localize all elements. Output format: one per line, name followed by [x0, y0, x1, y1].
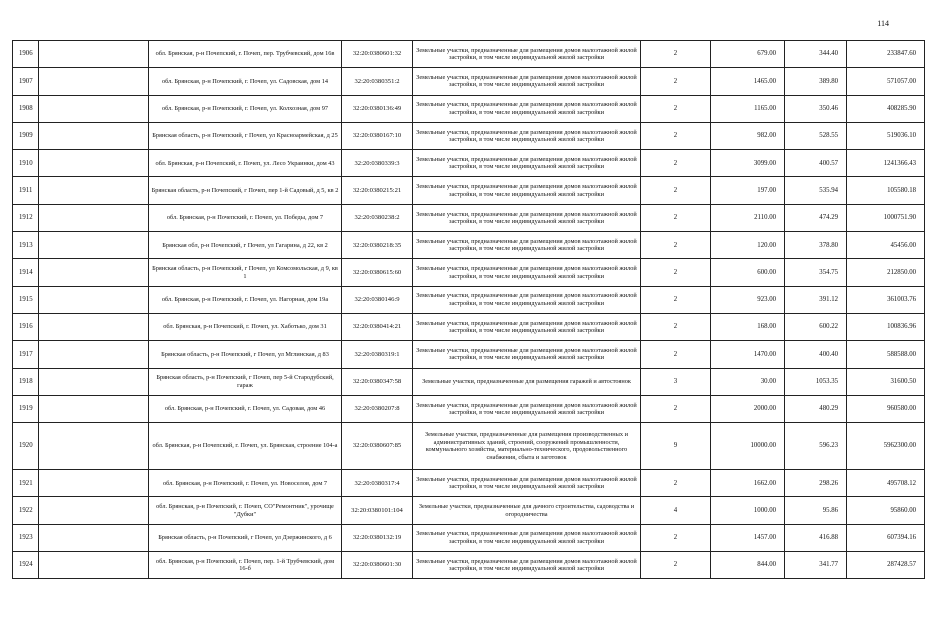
use-group-cell: 2	[641, 286, 711, 313]
row-number-cell: 1912	[13, 204, 39, 231]
blank-cell	[39, 232, 149, 259]
land-use-cell: Земельные участки, предназначенные для размещения производственных и административных зданий, строений, сооружений промышленности, коммунального хозяйства, материально-технического, продовольственного снабжения, сбыта и заготовок	[413, 423, 641, 470]
area-cell: 1662.00	[711, 470, 785, 497]
land-use-cell: Земельные участки, предназначенные для размещения домов малоэтажной жилой застройки, в том числе индивидуальной жилой застройки	[413, 313, 641, 340]
blank-cell	[39, 423, 149, 470]
row-number-cell: 1910	[13, 150, 39, 177]
cadastral-value-cell: 45456.00	[847, 232, 925, 259]
use-group-cell: 2	[641, 68, 711, 95]
area-cell: 679.00	[711, 41, 785, 68]
cadastral-value-table	[12, 40, 925, 579]
cadastral-number-cell: 32:20:0380351:2	[342, 68, 413, 95]
blank-cell	[39, 259, 149, 286]
blank-cell	[39, 341, 149, 368]
area-cell: 1000.00	[711, 497, 785, 524]
land-use-cell: Земельные участки, предназначенные для размещения домов малоэтажной жилой застройки, в том числе индивидуальной жилой застройки	[413, 552, 641, 579]
address-cell: обл. Брянская, р-н Почепский, г. Почеп, ул. Хаботько, дом 31	[149, 313, 342, 340]
blank-cell	[39, 552, 149, 579]
page-number: 114	[877, 19, 889, 28]
cadastral-value-cell: 31600.50	[847, 368, 925, 395]
row-number-cell: 1915	[13, 286, 39, 313]
land-use-cell: Земельные участки, предназначенные для размещения домов малоэтажной жилой застройки, в том числе индивидуальной жилой застройки	[413, 150, 641, 177]
table-body	[13, 41, 925, 579]
area-cell: 197.00	[711, 177, 785, 204]
use-group-cell: 2	[641, 177, 711, 204]
land-use-cell: Земельные участки, предназначенные для размещения домов малоэтажной жилой застройки, в том числе индивидуальной жилой застройки	[413, 95, 641, 122]
land-use-cell: Земельные участки, предназначенные для размещения домов малоэтажной жилой застройки, в том числе индивидуальной жилой застройки	[413, 286, 641, 313]
table-row	[13, 150, 925, 177]
row-number-cell: 1906	[13, 41, 39, 68]
area-cell: 600.00	[711, 259, 785, 286]
table-row	[13, 204, 925, 231]
area-cell: 1165.00	[711, 95, 785, 122]
unit-value-cell: 298.26	[785, 470, 847, 497]
address-cell: обл. Брянская, р-н Почепский, г. Почеп, СО"Ремонтник", урочище "Дубки"	[149, 497, 342, 524]
cadastral-value-cell: 1000751.90	[847, 204, 925, 231]
use-group-cell: 2	[641, 313, 711, 340]
use-group-cell: 2	[641, 470, 711, 497]
unit-value-cell: 389.80	[785, 68, 847, 95]
table-row	[13, 122, 925, 149]
address-cell: обл. Брянская, р-н Почепский, г. Почеп, пер. Трубчевский, дом 16в	[149, 41, 342, 68]
area-cell: 3099.00	[711, 150, 785, 177]
use-group-cell: 2	[641, 204, 711, 231]
table-row	[13, 177, 925, 204]
cadastral-number-cell: 32:20:0380218:35	[342, 232, 413, 259]
unit-value-cell: 400.40	[785, 341, 847, 368]
unit-value-cell: 535.94	[785, 177, 847, 204]
table-row	[13, 470, 925, 497]
blank-cell	[39, 313, 149, 340]
cadastral-value-cell: 361003.76	[847, 286, 925, 313]
row-number-cell: 1908	[13, 95, 39, 122]
address-cell: Брянская область, р-н Почепский, г Почеп, ул Красноармейская, д 25	[149, 122, 342, 149]
address-cell: обл. Брянская, р-н Почепский, г. Почеп, ул. Садовская, дом 14	[149, 68, 342, 95]
address-cell: Брянская область, р-н Почепский, г Почеп, ул Мглинская, д 83	[149, 341, 342, 368]
table-row	[13, 368, 925, 395]
row-number-cell: 1914	[13, 259, 39, 286]
blank-cell	[39, 497, 149, 524]
unit-value-cell: 400.57	[785, 150, 847, 177]
unit-value-cell: 596.23	[785, 423, 847, 470]
cadastral-number-cell: 32:20:0380317:4	[342, 470, 413, 497]
blank-cell	[39, 68, 149, 95]
address-cell: обл. Брянская, р-н Почепский, г. Почеп, пер. 1-й Трубчевский, дом 16-б	[149, 552, 342, 579]
blank-cell	[39, 122, 149, 149]
area-cell: 168.00	[711, 313, 785, 340]
table-row	[13, 41, 925, 68]
use-group-cell: 2	[641, 395, 711, 422]
cadastral-value-cell: 233847.60	[847, 41, 925, 68]
address-cell: обл. Брянская, р-н Почепский, г. Почеп, ул. Садовая, дом 46	[149, 395, 342, 422]
blank-cell	[39, 177, 149, 204]
address-cell: Брянская область, р-н Почепский, г Почеп, ул Дзержинского, д 6	[149, 524, 342, 551]
blank-cell	[39, 41, 149, 68]
land-use-cell: Земельные участки, предназначенные для размещения домов малоэтажной жилой застройки, в том числе индивидуальной жилой застройки	[413, 395, 641, 422]
area-cell: 982.00	[711, 122, 785, 149]
row-number-cell: 1921	[13, 470, 39, 497]
row-number-cell: 1924	[13, 552, 39, 579]
unit-value-cell: 350.46	[785, 95, 847, 122]
land-use-cell: Земельные участки, предназначенные для размещения гаражей и автостоянок	[413, 368, 641, 395]
land-use-cell: Земельные участки, предназначенные для размещения домов малоэтажной жилой застройки, в том числе индивидуальной жилой застройки	[413, 122, 641, 149]
cadastral-value-cell: 95860.00	[847, 497, 925, 524]
cadastral-number-cell: 32:20:0380207:8	[342, 395, 413, 422]
cadastral-value-cell: 105580.18	[847, 177, 925, 204]
area-cell: 2000.00	[711, 395, 785, 422]
address-cell: обл. Брянская, р-н Почепский, г. Почеп, ул. Лесо Украинки, дом 43	[149, 150, 342, 177]
blank-cell	[39, 204, 149, 231]
cadastral-value-cell: 287428.57	[847, 552, 925, 579]
blank-cell	[39, 368, 149, 395]
area-cell: 10000.00	[711, 423, 785, 470]
area-cell: 1465.00	[711, 68, 785, 95]
use-group-cell: 2	[641, 232, 711, 259]
row-number-cell: 1923	[13, 524, 39, 551]
cadastral-number-cell: 32:20:0380215:21	[342, 177, 413, 204]
cadastral-value-cell: 588588.00	[847, 341, 925, 368]
cadastral-number-cell: 32:20:0380101:104	[342, 497, 413, 524]
cadastral-number-cell: 32:20:0380601:30	[342, 552, 413, 579]
address-cell: Брянская область, р-н Почепский, г Почеп, пер 5-й Стародубский, гараж	[149, 368, 342, 395]
table-row	[13, 286, 925, 313]
use-group-cell: 9	[641, 423, 711, 470]
land-use-cell: Земельные участки, предназначенные для размещения домов малоэтажной жилой застройки, в том числе индивидуальной жилой застройки	[413, 41, 641, 68]
land-use-cell: Земельные участки, предназначенные для дачного строительства, садоводства и огородничества	[413, 497, 641, 524]
use-group-cell: 2	[641, 341, 711, 368]
row-number-cell: 1917	[13, 341, 39, 368]
cadastral-value-cell: 607394.16	[847, 524, 925, 551]
area-cell: 120.00	[711, 232, 785, 259]
land-use-cell: Земельные участки, предназначенные для размещения домов малоэтажной жилой застройки, в том числе индивидуальной жилой застройки	[413, 341, 641, 368]
land-use-cell: Земельные участки, предназначенные для размещения домов малоэтажной жилой застройки, в том числе индивидуальной жилой застройки	[413, 68, 641, 95]
area-cell: 923.00	[711, 286, 785, 313]
cadastral-value-cell: 495708.12	[847, 470, 925, 497]
unit-value-cell: 354.75	[785, 259, 847, 286]
table-row	[13, 497, 925, 524]
use-group-cell: 2	[641, 150, 711, 177]
unit-value-cell: 1053.35	[785, 368, 847, 395]
land-use-cell: Земельные участки, предназначенные для размещения домов малоэтажной жилой застройки, в том числе индивидуальной жилой застройки	[413, 259, 641, 286]
area-cell: 1457.00	[711, 524, 785, 551]
address-cell: Брянская обл, р-н Почепский, г Почеп, ул Гагарина, д 22, кв 2	[149, 232, 342, 259]
area-cell: 30.00	[711, 368, 785, 395]
unit-value-cell: 600.22	[785, 313, 847, 340]
table-row	[13, 552, 925, 579]
area-cell: 1470.00	[711, 341, 785, 368]
cadastral-value-cell: 212850.00	[847, 259, 925, 286]
cadastral-number-cell: 32:20:0380601:32	[342, 41, 413, 68]
cadastral-number-cell: 32:20:0380238:2	[342, 204, 413, 231]
row-number-cell: 1922	[13, 497, 39, 524]
address-cell: Брянская область, р-н Почепский, г Почеп, пер 1-й Садовый, д 5, кв 2	[149, 177, 342, 204]
blank-cell	[39, 395, 149, 422]
cadastral-number-cell: 32:20:0380347:58	[342, 368, 413, 395]
row-number-cell: 1911	[13, 177, 39, 204]
address-cell: обл. Брянская, р-н Почепский, г. Почеп, ул. Брянская, строение 104-а	[149, 423, 342, 470]
table-row	[13, 341, 925, 368]
blank-cell	[39, 524, 149, 551]
unit-value-cell: 480.29	[785, 395, 847, 422]
cadastral-value-cell: 408285.90	[847, 95, 925, 122]
cadastral-number-cell: 32:20:0380136:49	[342, 95, 413, 122]
table-row	[13, 524, 925, 551]
blank-cell	[39, 286, 149, 313]
row-number-cell: 1907	[13, 68, 39, 95]
table-row	[13, 68, 925, 95]
cadastral-value-cell: 519036.10	[847, 122, 925, 149]
land-use-cell: Земельные участки, предназначенные для размещения домов малоэтажной жилой застройки, в том числе индивидуальной жилой застройки	[413, 204, 641, 231]
unit-value-cell: 341.77	[785, 552, 847, 579]
blank-cell	[39, 470, 149, 497]
use-group-cell: 2	[641, 524, 711, 551]
row-number-cell: 1916	[13, 313, 39, 340]
unit-value-cell: 391.12	[785, 286, 847, 313]
cadastral-value-cell: 100836.96	[847, 313, 925, 340]
table-row	[13, 423, 925, 470]
cadastral-number-cell: 32:20:0380339:3	[342, 150, 413, 177]
use-group-cell: 2	[641, 122, 711, 149]
area-cell: 844.00	[711, 552, 785, 579]
use-group-cell: 2	[641, 41, 711, 68]
row-number-cell: 1919	[13, 395, 39, 422]
use-group-cell: 3	[641, 368, 711, 395]
unit-value-cell: 344.40	[785, 41, 847, 68]
address-cell: обл. Брянская, р-н Почепский, г. Почеп, ул. Нагорная, дом 19а	[149, 286, 342, 313]
cadastral-number-cell: 32:20:0380615:60	[342, 259, 413, 286]
unit-value-cell: 474.29	[785, 204, 847, 231]
address-cell: обл. Брянская, р-н Почепский, г. Почеп, ул. Победы, дом 7	[149, 204, 342, 231]
table-row	[13, 232, 925, 259]
unit-value-cell: 95.86	[785, 497, 847, 524]
cadastral-number-cell: 32:20:0380132:19	[342, 524, 413, 551]
address-cell: обл. Брянская, р-н Почепский, г. Почеп, ул. Колхозная, дом 97	[149, 95, 342, 122]
table-row	[13, 395, 925, 422]
land-use-cell: Земельные участки, предназначенные для размещения домов малоэтажной жилой застройки, в том числе индивидуальной жилой застройки	[413, 470, 641, 497]
unit-value-cell: 378.80	[785, 232, 847, 259]
table-row	[13, 259, 925, 286]
area-cell: 2110.00	[711, 204, 785, 231]
land-use-cell: Земельные участки, предназначенные для размещения домов малоэтажной жилой застройки, в том числе индивидуальной жилой застройки	[413, 177, 641, 204]
row-number-cell: 1913	[13, 232, 39, 259]
cadastral-number-cell: 32:20:0380319:1	[342, 341, 413, 368]
land-use-cell: Земельные участки, предназначенные для размещения домов малоэтажной жилой застройки, в том числе индивидуальной жилой застройки	[413, 232, 641, 259]
cadastral-value-cell: 960580.00	[847, 395, 925, 422]
address-cell: обл. Брянская, р-н Почепский, г. Почеп, ул. Новоселов, дом 7	[149, 470, 342, 497]
land-use-cell: Земельные участки, предназначенные для размещения домов малоэтажной жилой застройки, в том числе индивидуальной жилой застройки	[413, 524, 641, 551]
use-group-cell: 2	[641, 259, 711, 286]
cadastral-value-cell: 5962300.00	[847, 423, 925, 470]
unit-value-cell: 416.88	[785, 524, 847, 551]
row-number-cell: 1918	[13, 368, 39, 395]
cadastral-number-cell: 32:20:0380167:10	[342, 122, 413, 149]
blank-cell	[39, 150, 149, 177]
table-row	[13, 313, 925, 340]
cadastral-number-cell: 32:20:0380607:85	[342, 423, 413, 470]
cadastral-value-cell: 1241366.43	[847, 150, 925, 177]
cadastral-number-cell: 32:20:0380146:9	[342, 286, 413, 313]
use-group-cell: 4	[641, 497, 711, 524]
use-group-cell: 2	[641, 95, 711, 122]
use-group-cell: 2	[641, 552, 711, 579]
address-cell: Брянская область, р-н Почепский, г Почеп, ул Комсомольская, д 9, кв 1	[149, 259, 342, 286]
blank-cell	[39, 95, 149, 122]
row-number-cell: 1909	[13, 122, 39, 149]
cadastral-number-cell: 32:20:0380414:21	[342, 313, 413, 340]
unit-value-cell: 528.55	[785, 122, 847, 149]
cadastral-value-cell: 571057.00	[847, 68, 925, 95]
row-number-cell: 1920	[13, 423, 39, 470]
table-row	[13, 95, 925, 122]
